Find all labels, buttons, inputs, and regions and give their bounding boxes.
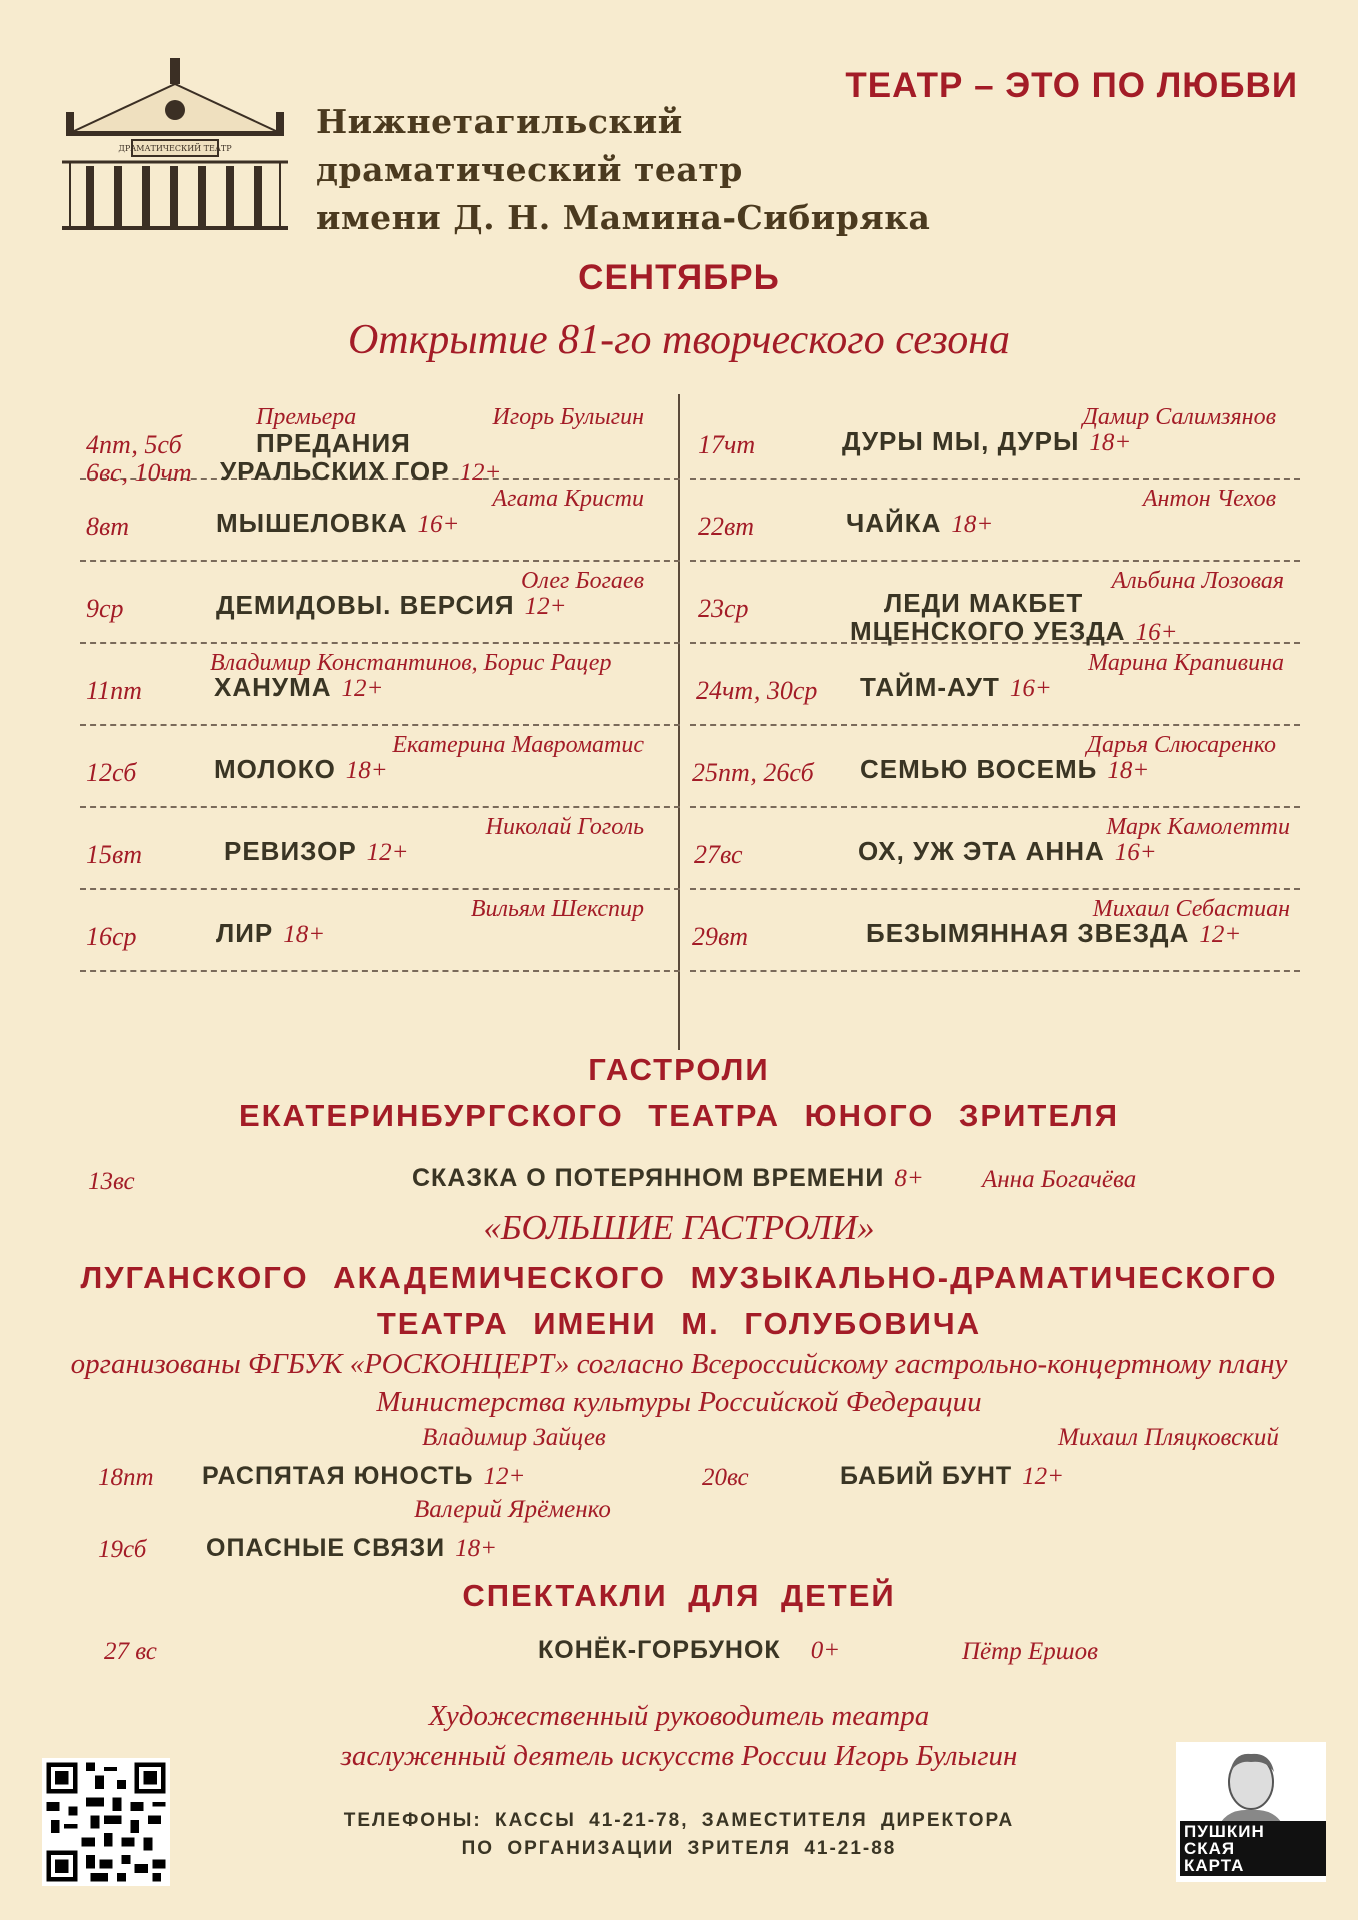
entry-date: 23ср: [698, 594, 749, 623]
entry-date-2: 6вс, 10чт: [86, 458, 192, 487]
theater-name-line-2: драматический театр: [316, 150, 743, 189]
entry-title: ОХ, УЖ ЭТА АННА 16+: [858, 836, 1157, 866]
entry-author: Агата Кристи: [492, 486, 644, 512]
big-tours-line-2: ТЕАТРА ИМЕНИ М. ГОЛУБОВИЧА: [376, 1306, 982, 1341]
entry-author: Альбина Лозовая: [1111, 568, 1284, 594]
entry-date: 8вт: [86, 512, 130, 541]
entry-title: ТАЙМ-АУТ 16+: [860, 672, 1052, 702]
schedule-left-column: [80, 398, 680, 972]
guest-show-date: 20вс: [702, 1464, 749, 1491]
entry-title: ЧАЙКА 18+: [846, 508, 994, 538]
entry-author: Владимир Константинов, Борис Рацер: [210, 650, 612, 676]
entry-age: 16+: [417, 511, 460, 538]
tours-heading: ГАСТРОЛИ: [588, 1052, 770, 1087]
phones-line-2: ПО ОРГАНИЗАЦИИ ЗРИТЕЛЯ 41-21-88: [461, 1838, 897, 1859]
entry-age: 16+: [1009, 675, 1052, 702]
entry-title: МОЛОКО 18+: [214, 754, 388, 784]
theater-building-logo: [62, 52, 288, 232]
guest-show-age: 12+: [1022, 1463, 1065, 1490]
guest-show-author: Владимир Зайцев: [422, 1424, 606, 1451]
tour-show-age: 8+: [894, 1165, 924, 1192]
entry-age: 12+: [366, 839, 409, 866]
pushkin-card-logo[interactable]: [1176, 1742, 1326, 1882]
entry-author: Михаил Себастиан: [1092, 896, 1290, 922]
guest-show-age: 18+: [455, 1535, 498, 1562]
entry-date: 4пт, 5сб: [86, 430, 182, 459]
entry-date: 25пт, 26сб: [692, 758, 814, 787]
schedule-entry: [80, 398, 680, 487]
schedule-entry: [80, 480, 680, 562]
entry-author: Дамир Салимзянов: [1082, 404, 1276, 430]
director-line-1: Художественный руководитель театра: [428, 1700, 930, 1732]
entry-title: РЕВИЗОР 12+: [224, 836, 409, 866]
entry-author: Марина Крапивина: [1088, 650, 1284, 676]
entry-age: 12+: [341, 675, 384, 702]
entry-date: 15вт: [86, 840, 143, 869]
schedule-entry: [690, 480, 1300, 562]
entry-title: ПРЕДАНИЯ: [256, 428, 411, 458]
entry-age: 18+: [1089, 429, 1132, 456]
schedule-right-column: [690, 398, 1300, 972]
entry-age: 18+: [951, 511, 994, 538]
guest-show-age: 12+: [483, 1463, 526, 1490]
guest-show-date: 18пт: [98, 1464, 154, 1491]
season-heading: Открытие 81-го творческого сезона: [347, 317, 1011, 363]
qr-code-icon[interactable]: [42, 1758, 170, 1886]
theater-name-line-1: Нижнетагильский: [316, 102, 683, 141]
entry-author: Игорь Булыгин: [492, 404, 644, 430]
entry-date: 17чт: [698, 430, 756, 459]
entry-age: 18+: [1107, 757, 1150, 784]
premiere-label: Премьера: [256, 404, 357, 430]
organizer-line-2: Министерства культуры Российской Федерации: [376, 1386, 982, 1418]
schedule-entry: [80, 890, 680, 972]
kids-show-title: КОНЁК-ГОРБУНОК 0+: [538, 1636, 841, 1664]
guest-show-title: РАСПЯТАЯ ЮНОСТЬ 12+: [202, 1462, 526, 1490]
entry-age: 16+: [1135, 619, 1178, 646]
entry-age: 12+: [459, 459, 502, 486]
entry-title: БЕЗЫМЯННАЯ ЗВЕЗДА 12+: [866, 918, 1242, 948]
director-line-2: заслуженный деятель искусств России Игорь Булыгин: [340, 1740, 1018, 1772]
entry-author: Олег Богаев: [521, 568, 644, 594]
guest-show-title: ОПАСНЫЕ СВЯЗИ 18+: [206, 1534, 498, 1562]
kids-show-date: 27 вс: [104, 1638, 157, 1665]
schedule-entry: [690, 644, 1300, 726]
schedule-entry: [80, 562, 680, 644]
entry-author: Вильям Шекспир: [470, 896, 644, 922]
organizer-line-1: организованы ФГБУК «РОСКОНЦЕРТ» согласно Всероссийскому гастрольно-концертному плану: [70, 1348, 1288, 1380]
guest-show-author: Валерий Ярёменко: [414, 1496, 611, 1523]
entry-age: 12+: [524, 593, 567, 620]
guest-show-date: 19сб: [98, 1536, 147, 1563]
entry-title: ДУРЫ МЫ, ДУРЫ 18+: [842, 426, 1132, 456]
entry-author: Антон Чехов: [1142, 486, 1276, 512]
tour-show-title: СКАЗКА О ПОТЕРЯННОМ ВРЕМЕНИ 8+: [412, 1164, 924, 1192]
entry-age: 16+: [1114, 839, 1157, 866]
entry-author: Екатерина Мавроматис: [392, 732, 644, 758]
phones-line-1: ТЕЛЕФОНЫ: КАССЫ 41-21-78, ЗАМЕСТИТЕЛЯ ДИРЕКТОРА: [343, 1810, 1015, 1831]
entry-date: 22вт: [698, 512, 755, 541]
entry-date: 11пт: [86, 676, 142, 705]
entry-age: 18+: [283, 921, 326, 948]
tour-show-author: Анна Богачёва: [982, 1166, 1137, 1193]
entry-date: 12сб: [86, 758, 137, 787]
schedule-entry: [80, 726, 680, 808]
entry-date: 27вс: [694, 840, 743, 869]
schedule-entry: [690, 562, 1300, 644]
entry-title: ЛЕДИ МАКБЕТ: [884, 588, 1084, 618]
pushkin-portrait-icon: [1204, 1748, 1298, 1832]
kids-show-age: 0+: [810, 1637, 841, 1664]
entry-date: 24чт, 30ср: [696, 676, 818, 705]
entry-title: МЫШЕЛОВКА 16+: [216, 508, 460, 538]
tours-subheading: ЕКАТЕРИНБУРГСКОГО ТЕАТРА ЮНОГО ЗРИТЕЛЯ: [238, 1098, 1120, 1133]
kids-heading: СПЕКТАКЛИ ДЛЯ ДЕТЕЙ: [462, 1578, 896, 1613]
entry-date: 16ср: [86, 922, 137, 951]
logo-sign-text: ДРАМАТИЧЕСКИЙ ТЕАТР: [118, 144, 232, 153]
tour-show-date: 13вс: [88, 1168, 135, 1195]
entry-title: ДЕМИДОВЫ. ВЕРСИЯ 12+: [216, 590, 567, 620]
entry-author: Николай Гоголь: [485, 814, 644, 840]
entry-title: ХАНУМА 12+: [214, 672, 384, 702]
theater-name-line-3: имени Д. Н. Мамина-Сибиряка: [316, 198, 931, 237]
slogan: ТЕАТР – ЭТО ПО ЛЮБВИ: [845, 66, 1298, 105]
kids-show-author: Пётр Ершов: [962, 1638, 1098, 1665]
month-heading: СЕНТЯБРЬ: [578, 258, 780, 297]
entry-author: Дарья Слюсаренко: [1086, 732, 1276, 758]
schedule-entry: [80, 808, 680, 890]
entry-title: ЛИР 18+: [216, 918, 326, 948]
entry-date: 9ср: [86, 594, 124, 623]
big-tours-line-1: ЛУГАНСКОГО АКАДЕМИЧЕСКОГО МУЗЫКАЛЬНО-ДРАМАТИЧЕСКОГО: [80, 1260, 1278, 1295]
schedule-entry: [690, 726, 1300, 808]
entry-author: Марк Камолетти: [1106, 814, 1290, 840]
entry-title-2: УРАЛЬСКИХ ГОР 12+: [220, 456, 502, 486]
schedule-entry: [690, 890, 1300, 972]
schedule-entry: [690, 398, 1300, 480]
schedule-entry: [690, 808, 1300, 890]
entry-title: СЕМЬЮ ВОСЕМЬ 18+: [860, 754, 1150, 784]
pushkin-card-label: ПУШКИН СКАЯ КАРТА: [1180, 1821, 1326, 1876]
guest-show-author: Михаил Пляцковский: [1058, 1424, 1279, 1451]
entry-title-2: МЦЕНСКОГО УЕЗДА 16+: [850, 616, 1178, 646]
big-tours-heading: «БОЛЬШИЕ ГАСТРОЛИ»: [483, 1208, 875, 1247]
entry-age: 18+: [345, 757, 388, 784]
schedule-entry: [80, 644, 680, 726]
guest-show-title: БАБИЙ БУНТ 12+: [840, 1462, 1065, 1490]
entry-age: 12+: [1199, 921, 1242, 948]
entry-date: 29вт: [692, 922, 749, 951]
